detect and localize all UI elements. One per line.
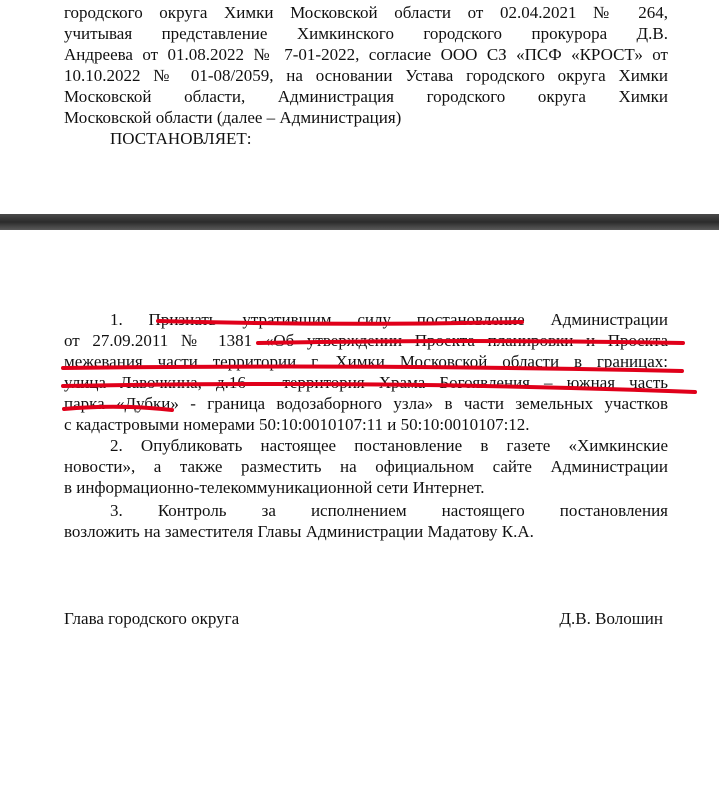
- item-2-line: новости», а также разместить на официальном сайте Администрации: [64, 457, 668, 476]
- text-line: городского округа Химки Московской области от 02.04.2021 № 264,: [64, 3, 668, 22]
- item-3-line: возложить на заместителя Главы Администрации Мадатову К.А.: [64, 522, 534, 541]
- item-1-line: с кадастровыми номерами 50:10:0010107:11 и 50:10:0010107:12.: [64, 415, 530, 434]
- text-line: Андреева от 01.08.2022 № 7-01-2022, согласие ООО СЗ «ПСФ «КРОСТ» от: [64, 45, 668, 64]
- text-line: Московской области (далее – Администрация): [64, 108, 402, 127]
- item-2-line: в информационно-телекоммуникационной сети Интернет.: [64, 478, 485, 497]
- signature-position: Глава городского округа: [64, 609, 240, 628]
- page-separator: [0, 214, 719, 230]
- item-1-line: от 27.09.2011 № 1381 «Об утверждении Проекта планировки и Проекта: [64, 331, 668, 350]
- text-line: учитывая представление Химкинского городского прокурора Д.В.: [64, 24, 668, 43]
- signature-name: Д.В. Волошин: [559, 609, 663, 628]
- item-2-line: 2. Опубликовать настоящее постановление в газете «Химкинские: [110, 436, 668, 455]
- text-line: 10.10.2022 № 01-08/2059, на основании Устава городского округа Химки: [64, 66, 668, 85]
- item-1-line: межевания части территории г. Химки Московской области в границах:: [64, 352, 668, 371]
- document-page-top: [0, 0, 719, 214]
- item-1-line: парка «Дубки» - граница водозаборного узла» в части земельных участков: [64, 394, 668, 413]
- item-1-line: 1. Признать утратившим силу постановление Администрации: [110, 310, 668, 329]
- item-1-line: улица Лавочкина, д.16 – территория Храма Богоявления – южная часть: [64, 373, 668, 392]
- item-3-line: 3. Контроль за исполнением настоящего постановления: [110, 501, 668, 520]
- decree-heading: ПОСТАНОВЛЯЕТ:: [110, 129, 252, 148]
- text-line: Московской области, Администрация городского округа Химки: [64, 87, 668, 106]
